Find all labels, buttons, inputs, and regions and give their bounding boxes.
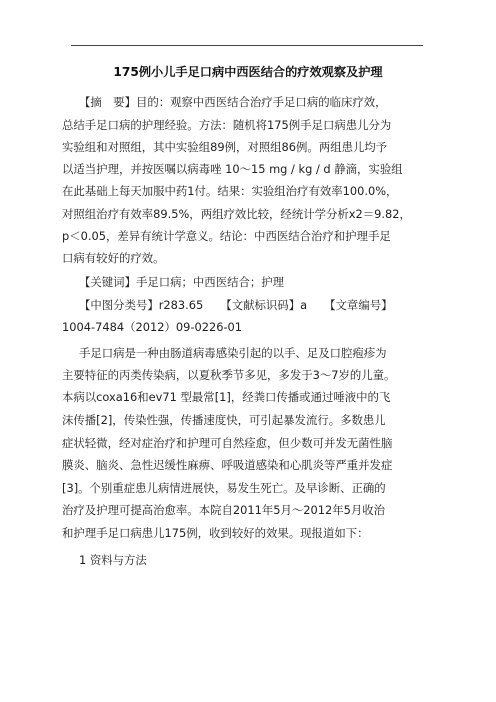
article-title: 175例小儿手足口病中西医结合的疗效观察及护理 (113, 65, 383, 79)
abstract-line: 以适当护理，并按医嘱以病毒唑 10～15 mg / kg / d 静滴，实验组 (62, 162, 403, 176)
abstract-line: p＜0.05，差异有统计学意义。结论：中西医结合治疗和护理手足 (62, 229, 391, 243)
body-line: [3]。个别重症患儿病情进展快，易发生死亡。及早诊断、正确的 (62, 481, 386, 495)
body-line: 膜炎、脑炎、急性迟缓性麻痹、呼吸道感染和心肌炎等严重并发症 (62, 458, 393, 472)
section-heading: 1 资料与方法 (79, 553, 147, 567)
body-line: 症状轻微，经对症治疗和护理可自然痊愈，但少数可并发无菌性脑 (62, 436, 393, 450)
body-line: 主要特征的丙类传染病，以夏秋季节多见，多发于3～7岁的儿童。 (62, 368, 396, 382)
body-line: 和护理手足口病患儿175例，收到较好的效果。现报道如下： (62, 526, 369, 540)
classification-line: 1004-7484（2012）09-0226-01 (62, 320, 243, 334)
abstract-line: 对照组治疗有效率89.5%，两组疗效比较，经统计学分析x2＝9.82， (62, 207, 411, 221)
keywords: 【关键词】手足口病；中西医结合；护理 (79, 275, 285, 289)
body-line: 治疗及护理可提高治愈率。本院自2011年5月～2012年5月收治 (62, 503, 386, 517)
abstract-line: 【摘 要】目的：观察中西医结合治疗手足口病的临床疗效， (79, 95, 387, 109)
abstract-line: 口病有较好的疗效。 (62, 251, 165, 265)
body-line: 手足口病是一种由肠道病毒感染引起的以手、足及口腔疱疹为 (79, 346, 387, 360)
header-rule (71, 45, 423, 46)
classification-line: 【中图分类号】r283.65 【文献标识码】a 【文章编号】 (79, 298, 393, 312)
body-line: 沫传播[2]，传染性强，传播速度快，可引起暴发流行。多数患儿 (62, 413, 386, 427)
abstract-line: 总结手足口病的护理经验。方法：随机将175例手足口病患儿分为 (62, 118, 392, 132)
abstract-line: 实验组和对照组，其中实验组89例，对照组86例。两组患儿均予 (62, 140, 388, 154)
abstract-line: 在此基础上每天加服中药1付。结果：实验组治疗有效率100.0%， (62, 184, 398, 198)
body-line: 本病以coxa16和ev71 型最常[1]，经粪口传播或通过唾液中的飞 (62, 390, 391, 404)
